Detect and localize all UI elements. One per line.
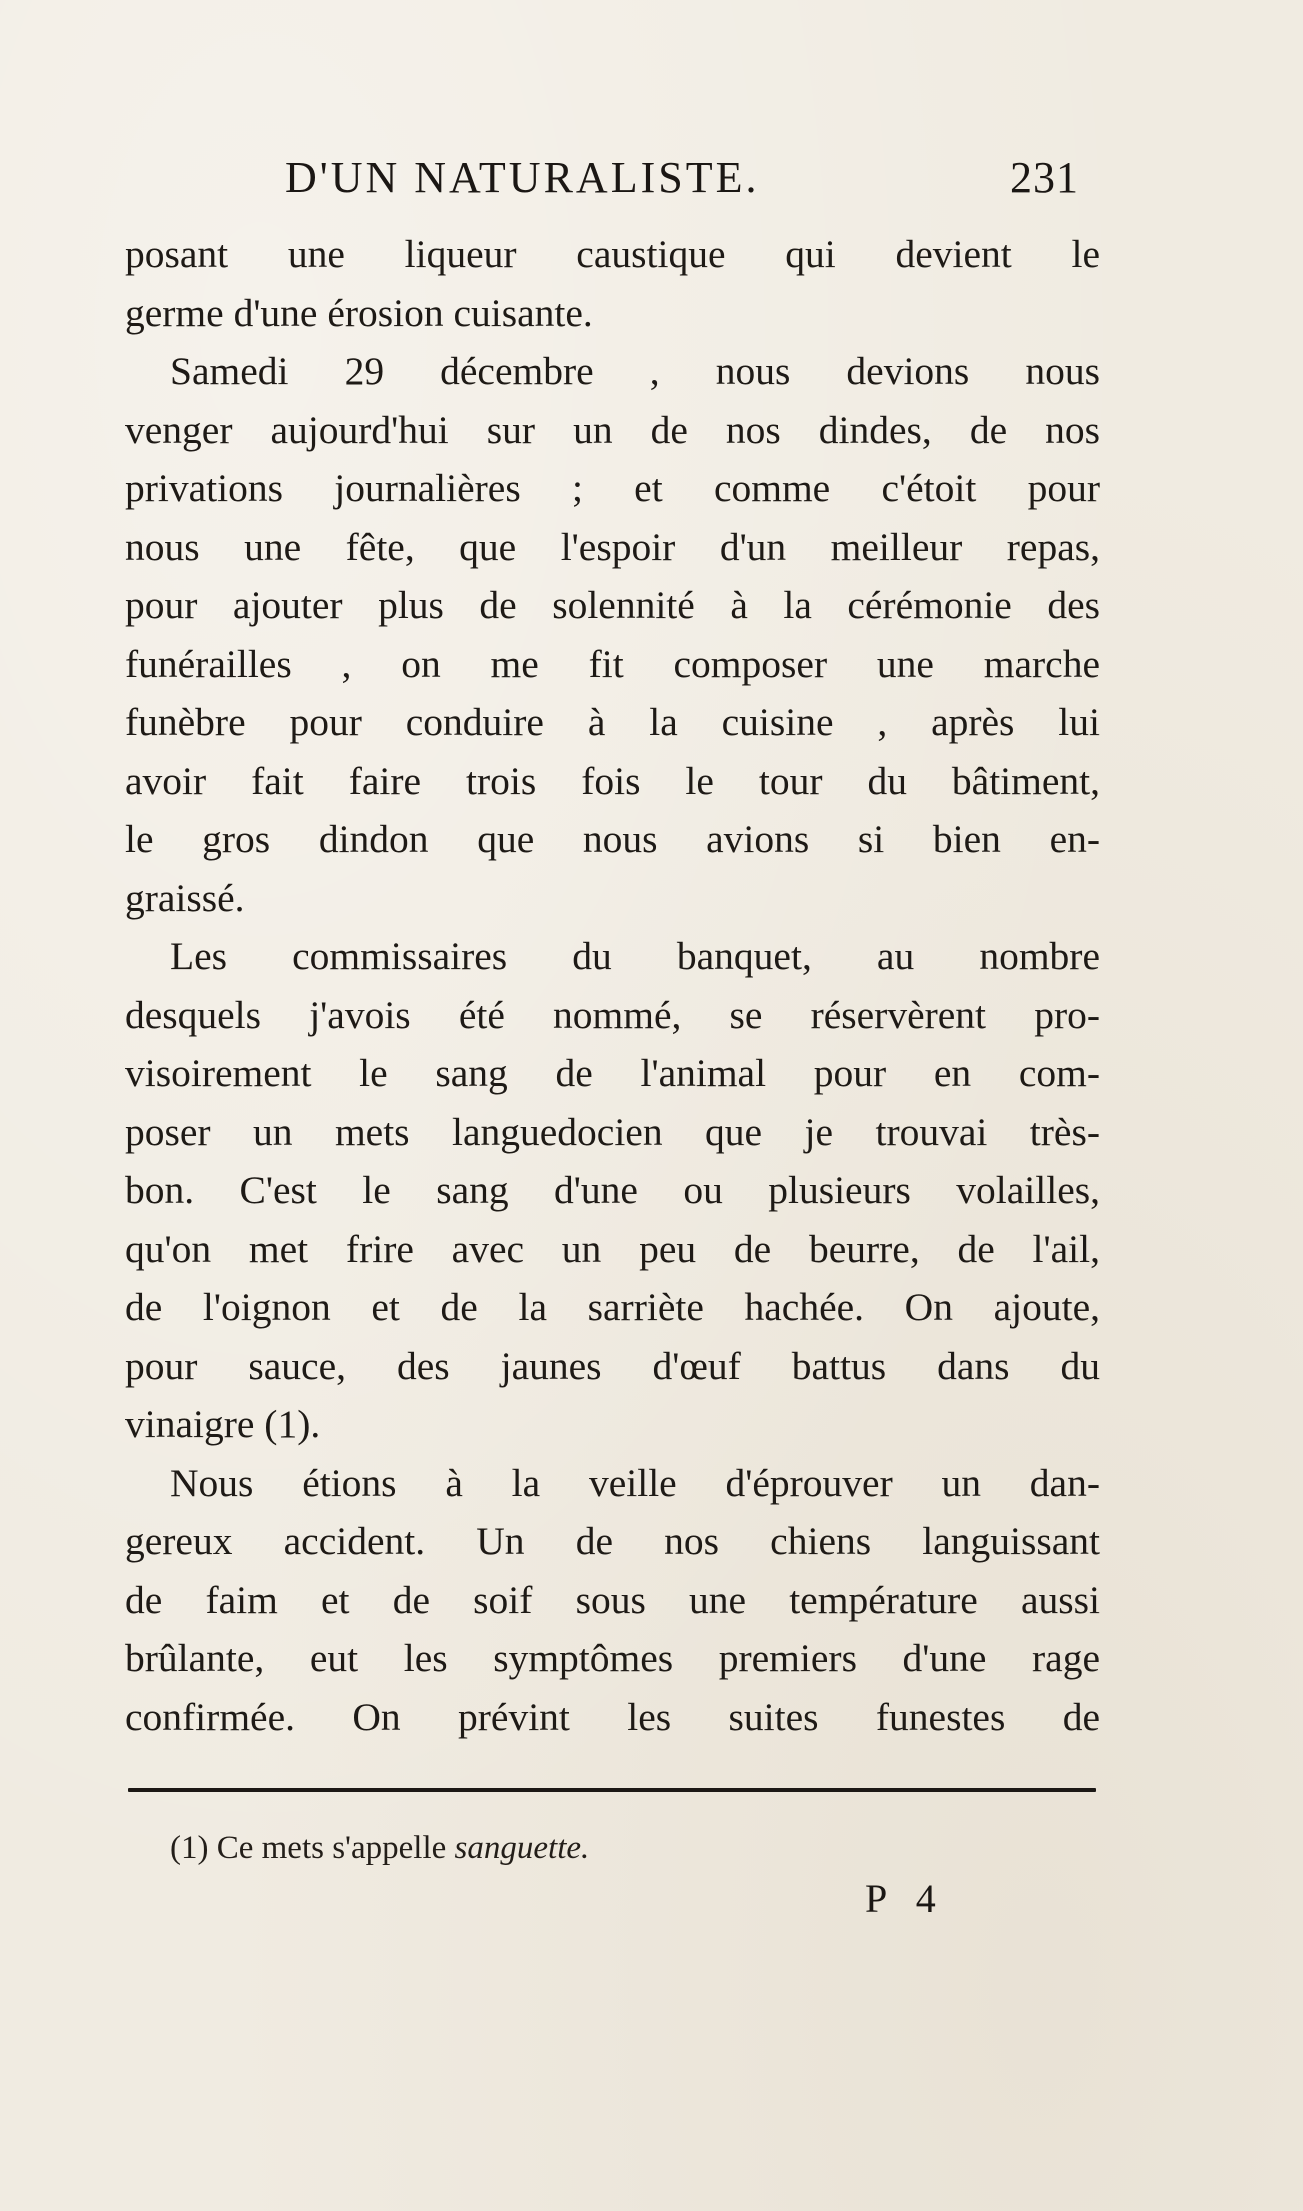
text-line: qu'on met frire avec un peu de beurre, de l'ail, bbox=[125, 1226, 1100, 1271]
text-line: visoirement le sang de l'animal pour en com- bbox=[125, 1051, 1100, 1095]
page-number: 231 bbox=[1010, 153, 1079, 202]
text-line: graissé. bbox=[125, 875, 245, 920]
text-line: pour ajouter plus de solennité à la cérémonie des bbox=[125, 583, 1100, 627]
text-line: germe d'une érosion cuisante. bbox=[125, 290, 593, 335]
text-line: avoir fait faire trois fois le tour du bâtiment, bbox=[125, 758, 1100, 803]
text-line: funérailles , on me fit composer une marche bbox=[125, 641, 1100, 686]
footnote-marker: (1) bbox=[170, 1830, 209, 1866]
text-line: de l'oignon et de la sarriète hachée. On ajoute, bbox=[125, 1285, 1100, 1329]
text-line: desquels j'avois été nommé, se réservèrent pro- bbox=[125, 992, 1100, 1037]
text-line: bon. C'est le sang d'une ou plusieurs volailles, bbox=[125, 1168, 1100, 1212]
running-head bbox=[125, 152, 1085, 208]
text-line: funèbre pour conduire à la cuisine , après lui bbox=[125, 700, 1100, 744]
text-line: de faim et de soif sous une température aussi bbox=[125, 1577, 1100, 1622]
running-title: D'UN NATURALISTE. bbox=[285, 153, 760, 202]
footnote bbox=[170, 1826, 870, 1870]
footnote-divider bbox=[128, 1788, 1096, 1792]
footnote-italic-term: sanguette. bbox=[454, 1830, 590, 1866]
signature-mark: P 4 bbox=[865, 1876, 946, 1921]
footnote-text: Ce mets s'appelle bbox=[216, 1830, 447, 1866]
paragraph-start-line: Nous étions à la veille d'éprouver un dan- bbox=[170, 1460, 1100, 1505]
text-line: privations journalières ; et comme c'étoit pour bbox=[125, 466, 1100, 510]
paragraph-start-line: Samedi 29 décembre , nous devions nous bbox=[170, 349, 1100, 393]
body-text bbox=[125, 225, 1100, 1746]
text-line: pour sauce, des jaunes d'œuf battus dans du bbox=[125, 1343, 1100, 1388]
text-line: venger aujourd'hui sur un de nos dindes, de nos bbox=[125, 407, 1100, 452]
text-line: poser un mets languedocien que je trouvai très- bbox=[125, 1109, 1100, 1154]
text-line: posant une liqueur caustique qui devient le bbox=[125, 232, 1100, 276]
text-line: brûlante, eut les symptômes premiers d'une rage bbox=[125, 1636, 1100, 1680]
text-line: vinaigre (1). bbox=[125, 1402, 321, 1446]
text-line: nous une fête, que l'espoir d'un meilleur repas, bbox=[125, 524, 1100, 569]
text-line: le gros dindon que nous avions si bien en- bbox=[125, 817, 1100, 861]
paragraph-start-line: Les commissaires du banquet, au nombre bbox=[170, 934, 1100, 978]
text-line: confirmée. On prévint les suites funestes de bbox=[125, 1694, 1100, 1739]
text-line: gereux accident. Un de nos chiens languissant bbox=[125, 1519, 1100, 1563]
